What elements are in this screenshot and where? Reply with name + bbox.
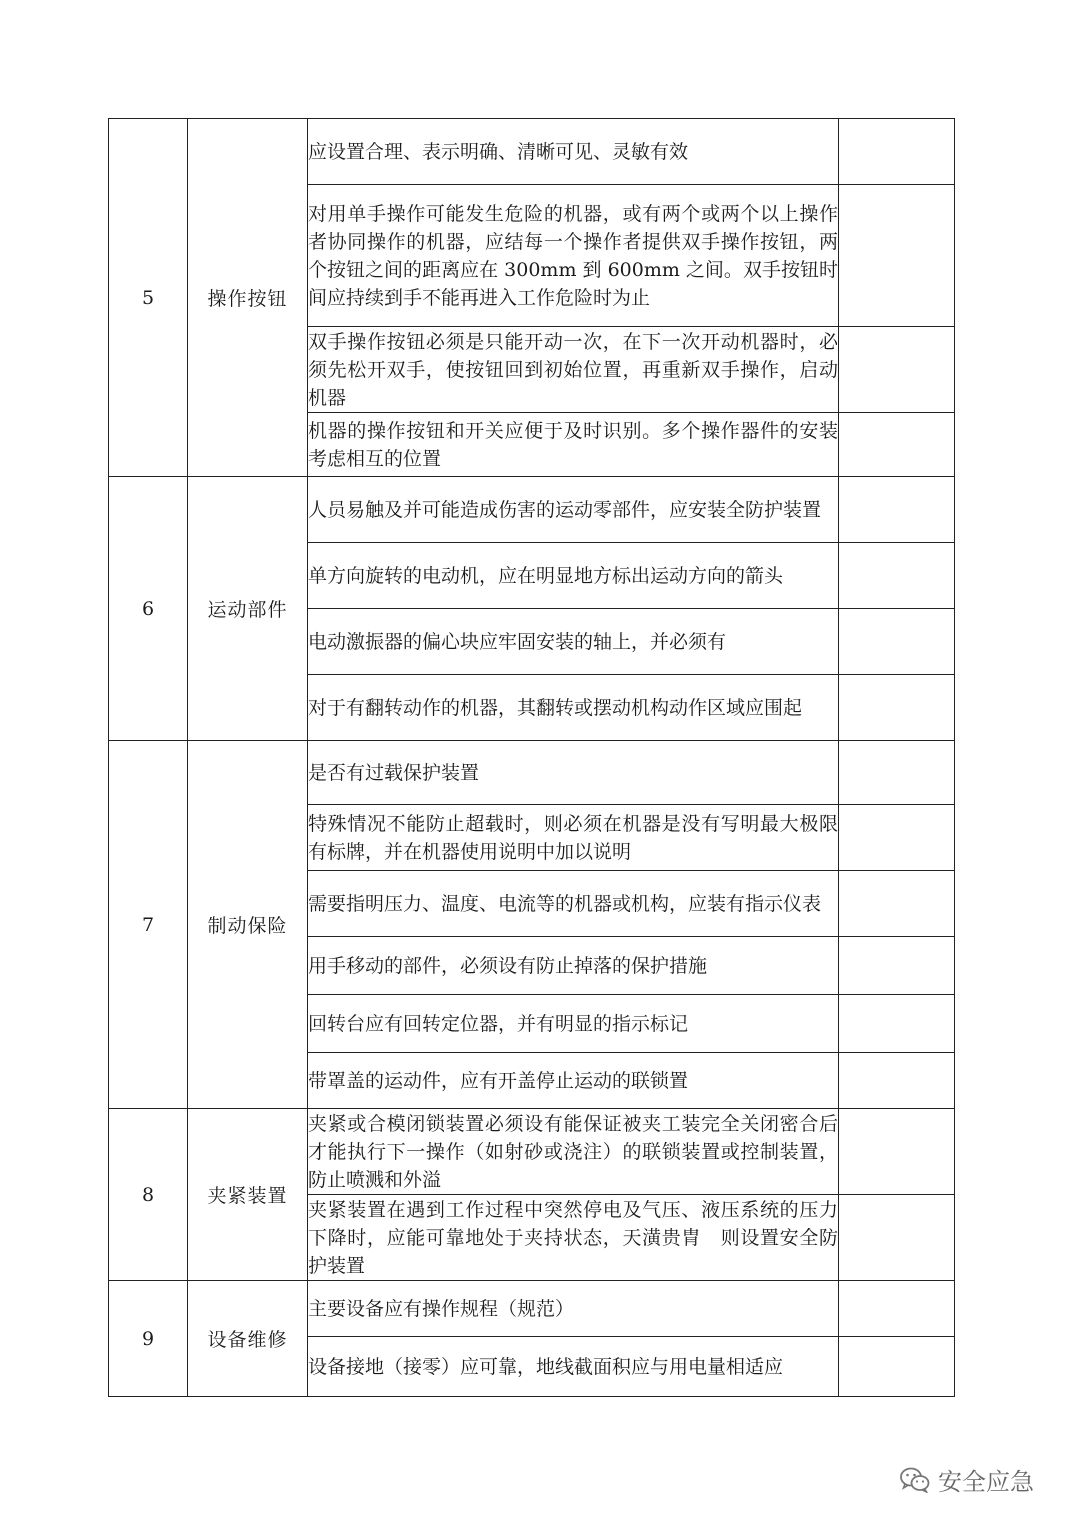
safety-checklist-table [108,118,955,1397]
result-cell[interactable] [839,1109,955,1195]
requirement-text: 双手操作按钮必须是只能开动一次，在下一次开动机器时，必须先松开双手，使按钮回到初始位置，再重新双手操作，启动机器 [308,327,839,413]
table-row [109,1109,955,1195]
result-cell[interactable] [839,185,955,327]
requirement-text: 人员易触及并可能造成伤害的运动零部件，应安装全防护装置 [308,477,839,543]
table-row [109,477,955,543]
section-number: 8 [109,1109,188,1281]
table-row [109,119,955,185]
result-cell[interactable] [839,805,955,871]
result-cell[interactable] [839,1281,955,1337]
result-cell[interactable] [839,1337,955,1397]
result-cell[interactable] [839,609,955,675]
section-category: 运动部件 [188,477,308,741]
wechat-icon [900,1467,930,1493]
requirement-text: 夹紧装置在遇到工作过程中突然停电及气压、液压系统的压力下降时，应能可靠地处于夹持状态，天潢贵胄 则设置安全防护装置 [308,1195,839,1281]
section-number: 5 [109,119,188,477]
section-number: 6 [109,477,188,741]
requirement-text: 回转台应有回转定位器，并有明显的指示标记 [308,995,839,1053]
watermark [900,1462,1034,1497]
result-cell[interactable] [839,871,955,937]
requirement-text: 对于有翻转动作的机器，其翻转或摆动机构动作区域应围起 [308,675,839,741]
result-cell[interactable] [839,1195,955,1281]
requirement-text: 应设置合理、表示明确、清晰可见、灵敏有效 [308,119,839,185]
section-category: 操作按钮 [188,119,308,477]
result-cell[interactable] [839,543,955,609]
requirement-text: 单方向旋转的电动机，应在明显地方标出运动方向的箭头 [308,543,839,609]
result-cell[interactable] [839,1053,955,1109]
requirement-text: 夹紧或合模闭锁装置必须设有能保证被夹工装完全关闭密合后才能执行下一操作（如射砂或浇注）的联锁装置或控制装置，防止喷溅和外溢 [308,1109,839,1195]
requirement-text: 主要设备应有操作规程（规范） [308,1281,839,1337]
section-category: 夹紧装置 [188,1109,308,1281]
section-category: 制动保险 [188,741,308,1109]
result-cell[interactable] [839,937,955,995]
table-row [109,1281,955,1337]
requirement-text: 带罩盖的运动件，应有开盖停止运动的联锁置 [308,1053,839,1109]
result-cell[interactable] [839,741,955,805]
watermark-text: 安全应急 [938,1468,1034,1496]
result-cell[interactable] [839,477,955,543]
requirement-text: 设备接地（接零）应可靠，地线截面积应与用电量相适应 [308,1337,839,1397]
result-cell[interactable] [839,995,955,1053]
requirement-text: 特殊情况不能防止超载时，则必须在机器是没有写明最大极限有标牌，并在机器使用说明中加以说明 [308,805,839,871]
result-cell[interactable] [839,675,955,741]
section-number: 7 [109,741,188,1109]
section-number: 9 [109,1281,188,1397]
requirement-text: 机器的操作按钮和开关应便于及时识别。多个操作器件的安装考虑相互的位置 [308,413,839,477]
requirement-text: 对用单手操作可能发生危险的机器，或有两个或两个以上操作者协同操作的机器，应结每一个操作者提供双手操作按钮，两个按钮之间的距离应在 300mm 到 600mm 之间。双手按钮时间应持续到手不能再进入工作危险时为止 [308,185,839,327]
requirement-text: 电动激振器的偏心块应牢固安装的轴上，并必须有 [308,609,839,675]
requirement-text: 是否有过载保护装置 [308,741,839,805]
checklist-body [109,119,955,1397]
result-cell[interactable] [839,119,955,185]
section-category: 设备维修 [188,1281,308,1397]
result-cell[interactable] [839,327,955,413]
table-row [109,741,955,805]
requirement-text: 需要指明压力、温度、电流等的机器或机构，应装有指示仪表 [308,871,839,937]
requirement-text: 用手移动的部件，必须设有防止掉落的保护措施 [308,937,839,995]
result-cell[interactable] [839,413,955,477]
